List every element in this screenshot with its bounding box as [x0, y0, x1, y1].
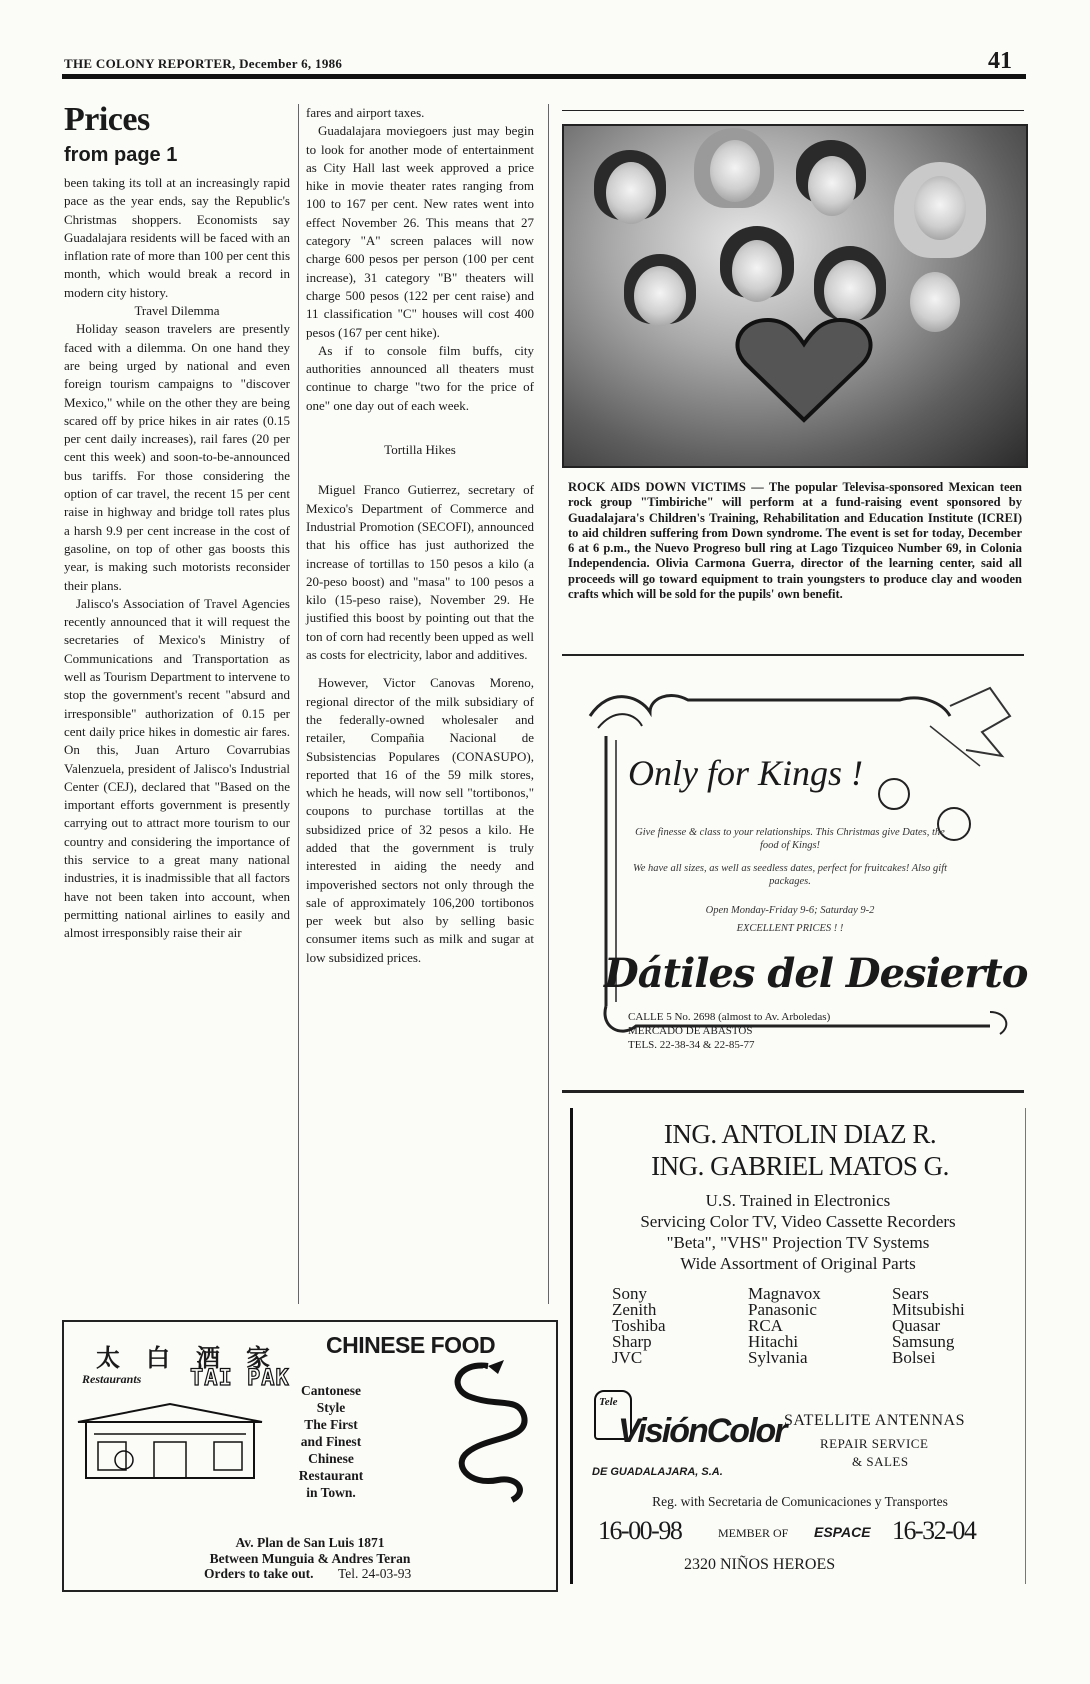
paragraph: Miguel Franco Gutierrez, secretary of Mexico's Department of Commerce and Industrial Promotion (SECOFI), announced that his office has just authorized the increase of tortillas to 150 pesos a kilo (a 20-peso boost) and "masa" to 100 pesos a kilo (15-peso raise), November 29. He justified this boost by pointing out that the ton of corn had recently been upped as well as costs for electricity, labor and additives. — [306, 482, 534, 663]
chinese-ad-phone: Tel. 24-03-93 — [338, 1566, 412, 1581]
description-line: Restaurant — [298, 1468, 364, 1483]
brand-item: Sears — [892, 1284, 929, 1303]
member-of-label: MEMBER OF — [718, 1526, 789, 1540]
band-photo — [562, 124, 1028, 468]
heart-prop-icon — [734, 316, 874, 426]
phone-number: 16-32-04 — [892, 1516, 976, 1545]
kings-ad-text: Give finesse & class to your relationships. This Christmas give Dates, the food of Kings! — [635, 827, 945, 851]
photo-top-rule — [562, 110, 1024, 111]
page-header-dateline: THE COLONY REPORTER, December 6, 1986 — [64, 56, 343, 71]
description-line: Style — [316, 1400, 346, 1415]
dragon-icon — [428, 1356, 546, 1506]
description-line: The First — [304, 1417, 358, 1432]
electronics-ad-line: Servicing Color TV, Video Cassette Recorders — [640, 1212, 956, 1231]
brands-list-3 — [892, 1286, 965, 1366]
electronics-ad-line: Wide Assortment of Original Parts — [680, 1254, 916, 1273]
takeout-note: Orders to take out. — [204, 1566, 314, 1581]
engineer-name: ING. ANTOLIN DIAZ R. — [663, 1119, 937, 1149]
page-number: 41 — [988, 48, 1012, 74]
restaurants-label: Restaurants — [82, 1372, 142, 1386]
header-rule — [62, 74, 1026, 79]
brands-list-1 — [612, 1286, 666, 1366]
brand-item: Sylvania — [748, 1348, 808, 1367]
chinese-food-title: CHINESE FOOD — [326, 1332, 496, 1358]
phone-number: 16-00-98 — [598, 1516, 682, 1545]
sales: & SALES — [852, 1454, 909, 1469]
kings-ad-phones: TELS. 22-38-34 & 22-85-77 — [628, 1039, 755, 1051]
paragraph: fares and airport taxes. — [306, 105, 425, 120]
satellite-antennas: SATELLITE ANTENNAS — [784, 1412, 965, 1429]
description-line: and Finest — [300, 1434, 362, 1449]
chinese-ad-description — [276, 1382, 386, 1501]
brand-item: RCA — [748, 1316, 783, 1335]
brand-item: Sony — [612, 1284, 647, 1303]
brand-item: Zenith — [612, 1300, 657, 1319]
column-rule — [548, 104, 549, 1304]
electronics-ad-line: "Beta", "VHS" Projection TV Systems — [666, 1233, 930, 1252]
description-line: in Town. — [306, 1485, 356, 1500]
article-continuation: from page 1 — [64, 144, 178, 166]
divider — [562, 654, 1024, 656]
electronics-ad-line: U.S. Trained in Electronics — [705, 1191, 891, 1210]
paragraph: As if to console film buffs, city authorities announced all theaters must continue to charge "two for the price of one" one day out of each week. — [306, 342, 534, 413]
photo-caption: ROCK AIDS DOWN VICTIMS — The popular Televisa-sponsored Mexican teen rock group "Timbiriche" will perform at a fund-raising event sponsored by Guadalajara's Children's Training, Rehabilitation and Education Institute (ICREI) to aid children suffering from Down syndrome. The event is set for today, December 6 at 6 p.m., the Nuevo Progreso bull ring at Lago Tizquiceo Number 69, in Colonia Independencia. Olivia Carmona Guerra, director of the learning center, said all proceeds will go toward equipment to train youngsters to produce clay and wooden crafts which will be sold for the pupils' own benefit. — [568, 480, 1022, 602]
paragraph: However, Victor Canovas Moreno, regional director of the milk subsidiary of the federally-owned wholesaler and retailer, Compañia Nacional de Subsistencias Populares (CONASUPO), reported that 16 of the 59 milk stores, which he heads, will now sell "tortibonos," coupons to purchase tortillas at the subsidized price of 32 pesos a kilo. He added that the government is truly interested in aiding the needy and impoverished sectors not only through the sale of approximately 106,200 tortibonos per week but also by selling basic consumer items such as milk and sugar at low subsidized prices. — [306, 675, 534, 965]
paragraph: been taking its toll at an increasingly rapid pace as the year ends, say the Republic's Christmas shoppers. Economists say Guadalajara residents will be faced with an inflation rate of more than 100 per cent this month, which would break a record in modern city history. — [64, 175, 290, 300]
chinese-ad-address: Between Munguia & Andres Teran — [209, 1551, 411, 1566]
ad-address: 2320 NIÑOS HEROES — [684, 1556, 836, 1573]
espace-logo: ESPACE — [814, 1524, 871, 1540]
tai-pak-logo: TAI PAK — [190, 1366, 290, 1391]
kings-ad-hours: Open Monday-Friday 9-6; Saturday 9-2 — [705, 905, 875, 916]
restaurant-chinese-name: 太白酒家 — [96, 1344, 296, 1372]
brand-item: Mitsubishi — [892, 1300, 965, 1319]
article-title: Prices — [64, 101, 150, 138]
kings-ad-prices: EXCELLENT PRICES ! ! — [736, 923, 844, 934]
brand-item: Sharp — [612, 1332, 652, 1351]
subhead-travel-dilemma: Travel Dilemma — [134, 303, 220, 319]
datiles-logo: Dátiles del Desierto — [604, 950, 1028, 997]
paragraph: Holiday season travelers are presently faced with a dilemma. On one hand they are being urged by national and even foreign tourism campaigns to "discover Mexico," while on the other they are being scared off by price hikes in air rates (0.15 per cent daily increases), rail fares (20 per cent this week) and soon-to-be-announced bus tariffs. For those considering the option of car travel, the recent 15 per cent raise in highway and bridge toll rates plus a harsh 9.9 per cent increase in the cost of gasoline, on top of other gas boosts this year, is making such motorists reconsider their plans. — [64, 321, 290, 593]
subhead-tortilla-hikes: Tortilla Hikes — [384, 442, 456, 458]
brand-item: Samsung — [892, 1332, 955, 1351]
paragraph: Guadalajara moviegoers just may begin to look for another mode of entertainment as City Hall last week approved a price hike in movie theater rates ranging from 100 to 167 per cent. New rates went into effect November 26. This means that 27 category "A" screen palaces will now charge 600 pesos per person (100 per cent increase), 31 category "B" theaters will charge 500 pesos (122 per cent raise) and 11 classification "C" houses will cost 400 pesos (167 per cent hike). — [306, 123, 534, 340]
brand-item: JVC — [612, 1348, 643, 1367]
brand-item: Hitachi — [748, 1332, 799, 1351]
pagoda-building-icon — [74, 1398, 266, 1486]
kings-ad-address: CALLE 5 No. 2698 (almost to Av. Arboledas) — [628, 1011, 831, 1023]
paragraph: Jalisco's Association of Travel Agencies recently announced that it will request the secretaries of Mexico's Ministry of Communications and Transportation as well as Tourism Department to intervene to stop the government's recent "absurd and irresponsible" authorization of 0.15 per cent daily price hikes in domestic air fares. On this, Juan Arturo Covarrubias Valenzuela, president of Jalisco's Industrial Center (CEJ), declared that "Based on the important efforts government is presently carrying out to attract more tourism to our country and considering the importance of this service to a great many national industries, it is inadmissible that all factors have not been taken into account, when permitting national airlines to easily and almost irresponsibly raise their air — [64, 595, 290, 941]
kings-ad-market: MERCADO DE ABASTOS — [628, 1025, 753, 1037]
description-line: Cantonese — [301, 1383, 361, 1398]
brand-item: Bolsei — [892, 1348, 936, 1367]
repair-service: REPAIR SERVICE — [820, 1436, 929, 1451]
brand-item: Panasonic — [748, 1300, 817, 1319]
article-column-2 — [306, 104, 534, 967]
brand-item: Magnavox — [748, 1284, 821, 1303]
kings-ad-headline: Only for Kings ! — [628, 753, 864, 793]
brand-item: Toshiba — [612, 1316, 666, 1335]
divider — [562, 1090, 1024, 1093]
engineer-name: ING. GABRIEL MATOS G. — [651, 1151, 949, 1181]
brands-list-2 — [748, 1286, 821, 1366]
visioncolor-logo: VisiónColor — [618, 1412, 786, 1450]
visioncolor-subtitle: DE GUADALAJARA, S.A. — [592, 1466, 723, 1478]
brand-item: Quasar — [892, 1316, 941, 1335]
registration-line: Reg. with Secretaria de Comunicaciones y Transportes — [652, 1494, 948, 1509]
chinese-ad-address: Av. Plan de San Luis 1871 — [235, 1535, 385, 1550]
description-line: Chinese — [308, 1451, 354, 1466]
article-column-1 — [64, 100, 290, 942]
column-rule — [298, 104, 299, 1304]
kings-ad-text: We have all sizes, as well as seedless dates, perfect for fruitcakes! Also gift packages. — [632, 863, 948, 887]
tele-logo-text: Tele — [599, 1396, 618, 1408]
